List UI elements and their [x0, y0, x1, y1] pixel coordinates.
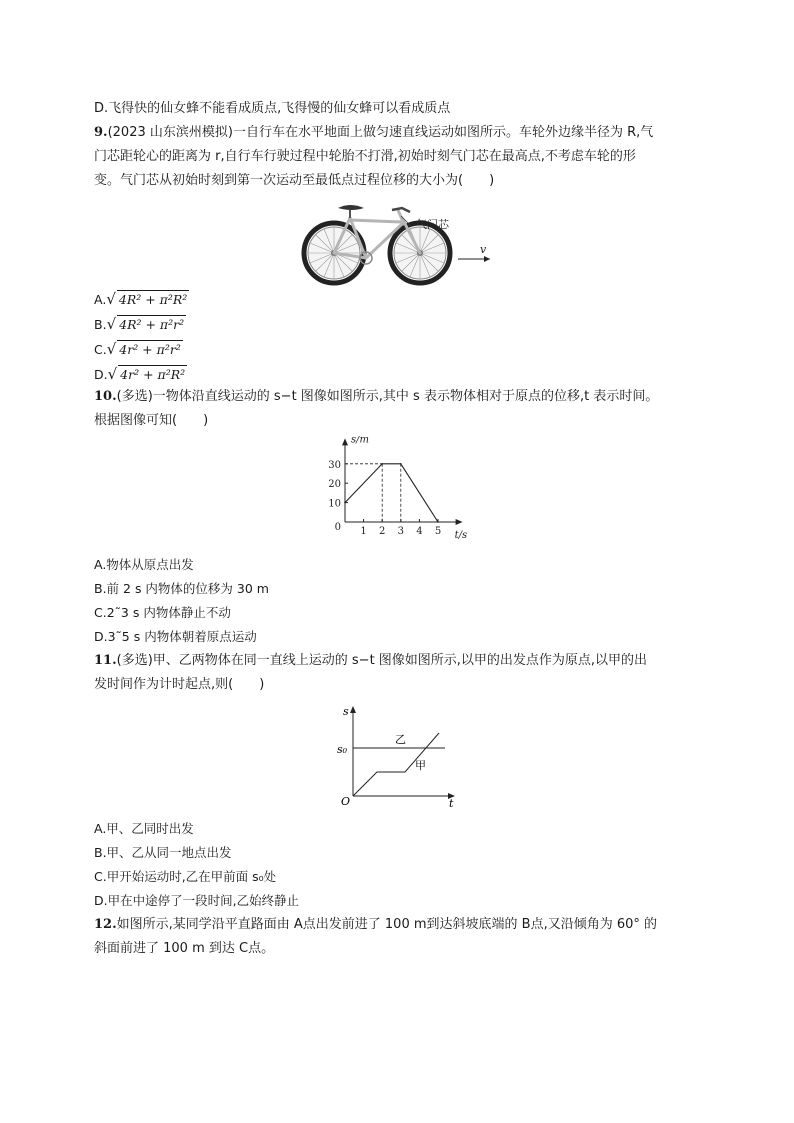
s-axis-label: s	[343, 705, 349, 718]
q9-option-c-expr: 4r² + π²r²	[119, 342, 181, 357]
origin-label: 0	[334, 522, 341, 533]
q10-option-b: B.前 2 s 内物体的位移为 30 m	[94, 581, 269, 596]
x-tick-label: 3	[397, 526, 404, 537]
q9-option-d-expr: 4r² + π²R²	[120, 367, 186, 382]
q12-stem-line2: 斜面前进了 100 m 到达 C点。	[94, 941, 275, 956]
q11-option-c: C.甲开始运动时,乙在甲前面 s₀处	[94, 869, 277, 884]
handlebar	[392, 208, 410, 212]
series-line	[345, 464, 438, 522]
q10-option-a: A.物体从原点出发	[94, 557, 194, 572]
x-axis-arrow	[456, 519, 463, 525]
y-axis-arrow	[342, 438, 348, 445]
data-point	[381, 463, 383, 465]
q12-stem-line1	[94, 915, 657, 935]
x-tick-label: 1	[360, 526, 367, 537]
q11-stem-line2: 发时间作为计时起点,则( )	[94, 677, 265, 692]
x-tick-label: 4	[416, 526, 423, 537]
q9-option-d: D.√ 4r² + π²R²	[94, 365, 186, 383]
q10-option-d: D.3˜5 s 内物体朝着原点运动	[94, 629, 257, 644]
q10-stem-text1: (多选)一物体沿直线运动的 s−t 图像如图所示,其中 s 表示物体相对于原点的位移,t 表示时间。	[116, 389, 659, 404]
q9-number: 9.	[94, 125, 108, 140]
q12-number: 12.	[94, 917, 117, 932]
q8-option-d: D.飞得快的仙女蜂不能看成质点,飞得慢的仙女蜂可以看成质点	[94, 101, 451, 116]
x-axis-label: t/s	[454, 530, 468, 541]
q11-number: 11.	[94, 653, 117, 668]
q9-option-a-expr: 4R² + π²R²	[118, 292, 188, 307]
q9-stem-line2: 门芯距轮心的距离为 r,自行车行驶过程中轮胎不打滑,初始时刻气门芯在最高点,不考虑车轮的形	[94, 149, 636, 164]
y-tick-label: 10	[328, 498, 341, 510]
yi-label: 乙	[395, 733, 406, 746]
q10-stem-line1	[94, 387, 658, 407]
origin-label: O	[341, 795, 351, 808]
q11-option-d: D.甲在中途停了一段时间,乙始终静止	[94, 893, 300, 908]
q9-option-c: C.√ 4r² + π²r²	[94, 340, 181, 358]
q10-option-c: C.2˜3 s 内物体静止不动	[94, 605, 231, 620]
y-axis-label: s/m	[351, 436, 369, 446]
q9-stem-line1	[94, 123, 653, 143]
t-axis-label: t	[449, 797, 454, 808]
data-point	[437, 521, 439, 523]
q9-stem-line3: 变。气门芯从初始时刻到第一次运动至最低点过程位移的大小为( )	[94, 173, 495, 188]
x-tick-label: 5	[434, 526, 442, 537]
q9-stem-text1: (2023 山东滨州模拟)一自行车在水平地面上做匀速直线运动如图所示。车轮外边缘半径为 R,气	[107, 125, 654, 140]
q10-stem-line2: 根据图像可知( )	[94, 413, 209, 428]
q9-option-a: A.√ 4R² + π²R²	[94, 290, 188, 308]
q12-stem-text1: 如图所示,某同学沿平直路面由 A点出发前进了 100 m到达斜坡底端的 B点,又沿倾角为 60° 的	[116, 917, 658, 932]
data-point	[400, 463, 402, 465]
y-tick-label: 20	[328, 479, 341, 491]
jia-label: 甲	[415, 759, 426, 772]
q9-option-b-expr: 4R² + π²r²	[119, 317, 185, 332]
valve-core-label: 气门芯	[416, 218, 449, 231]
s0-label: s₀	[337, 743, 348, 756]
q11-option-b: B.甲、乙从同一地点出发	[94, 845, 232, 860]
q10-number: 10.	[94, 389, 117, 404]
saddle	[338, 205, 364, 210]
q11-option-a: A.甲、乙同时出发	[94, 821, 194, 836]
q9-bicycle-figure	[298, 198, 498, 286]
q10-st-chart	[325, 436, 475, 546]
q11-stem-line1	[94, 651, 647, 671]
q11-st-figure	[333, 703, 463, 808]
y-tick-label: 30	[328, 459, 341, 471]
x-tick-label: 2	[379, 526, 386, 537]
data-point	[344, 502, 346, 504]
velocity-label: v	[480, 243, 487, 256]
q11-stem-text1: (多选)甲、乙两物体在同一直线上运动的 s−t 图像如图所示,以甲的出发点作为原点,以甲的出	[116, 653, 648, 668]
q9-option-b: B.√ 4R² + π²r²	[94, 315, 185, 333]
